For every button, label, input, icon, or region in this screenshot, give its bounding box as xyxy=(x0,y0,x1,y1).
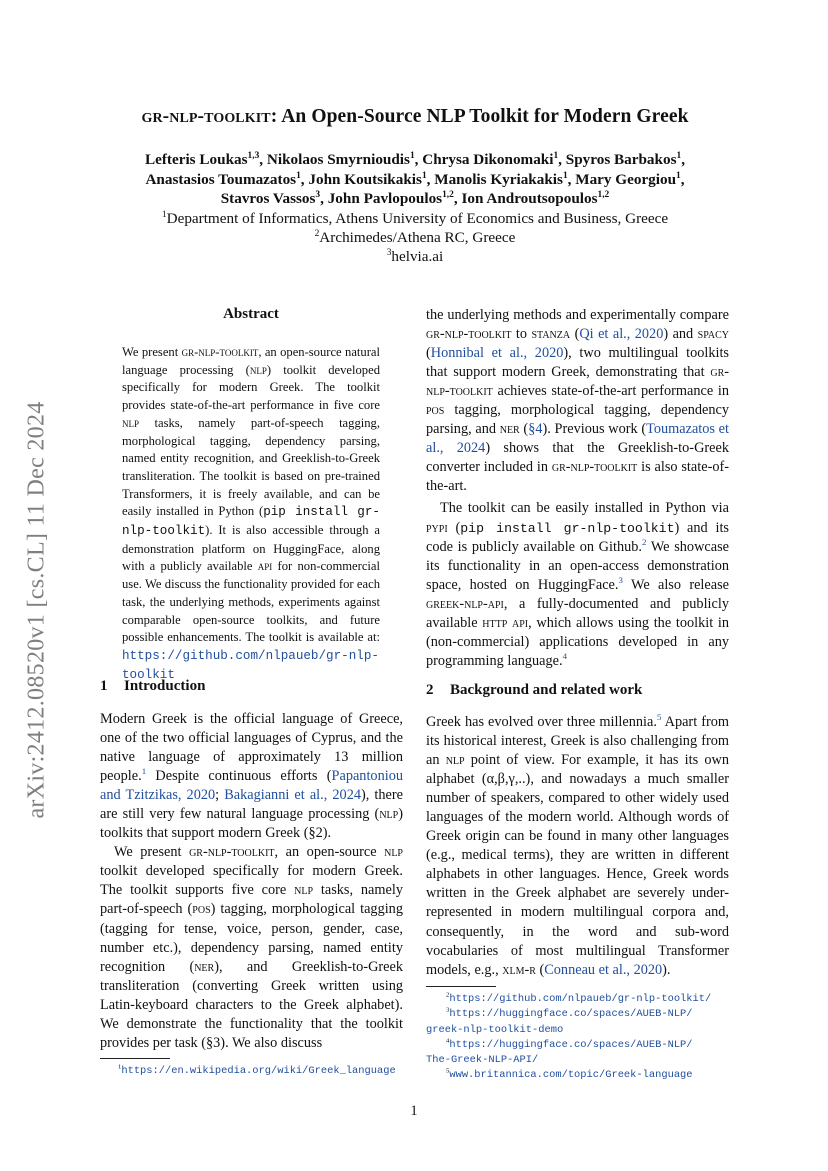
arxiv-identifier xyxy=(22,365,52,855)
footnote-2: $^2$https://github.com/nlpaueb/gr-nlp-toolkit/ xyxy=(446,991,712,1005)
author-name: Chrysa Dikonomaki xyxy=(422,151,554,168)
footnote-1-link[interactable]: https://en.wikipedia.org/wiki/Greek_language xyxy=(121,1065,396,1077)
author-line-1 xyxy=(90,150,740,170)
footnote-4-cont xyxy=(426,1052,729,1067)
author-affiliation-marker: 1 xyxy=(562,170,568,181)
author-affiliation-marker: 1 xyxy=(676,170,681,181)
footnote-2-link[interactable]: https://github.com/nlpaueb/gr-nlp-toolkit/ xyxy=(449,993,712,1005)
author-name: John Koutsikakis xyxy=(308,170,422,188)
toolkit-url-link[interactable]: https://github.com/nlpaueb/gr-nlp-toolkit xyxy=(122,648,379,682)
author-separator: , xyxy=(680,170,685,188)
abstract-heading: Abstract xyxy=(223,306,279,322)
author-separator: , xyxy=(300,170,309,188)
footnotes-right xyxy=(426,991,729,1083)
background-text xyxy=(426,713,729,980)
author-name: Mary Georgiou xyxy=(575,170,677,188)
intro-text xyxy=(100,710,403,1053)
author-separator: , xyxy=(426,170,435,188)
author-separator: , xyxy=(453,190,462,207)
footnote-3: $^3$https://huggingface.co/spaces/AUEB-NLP/ xyxy=(446,1006,693,1021)
author-affiliation-marker: 1 xyxy=(409,150,415,161)
footnote-rule-left xyxy=(100,1058,170,1059)
system-name: gr-nlp-toolkit xyxy=(141,106,271,127)
author-list xyxy=(90,150,740,209)
section-heading-introduction: 1 Introduction xyxy=(100,678,206,694)
author-separator: , xyxy=(320,190,328,207)
title-rest: : An Open-Source NLP Toolkit for Modern Greek xyxy=(270,106,689,127)
author-affiliation-marker: 1 xyxy=(296,170,301,181)
section-heading-background: 2 Background and related work xyxy=(426,682,643,698)
footnote-ref-4[interactable]: 4 xyxy=(562,651,568,662)
footnote-3-link-a[interactable]: https://huggingface.co/spaces/AUEB-NLP/ xyxy=(449,1008,693,1021)
author-separator: , xyxy=(259,151,267,168)
author-affiliation-marker: 1,2 xyxy=(597,189,610,200)
intro-paragraph-1: Modern Greek is the official language of Greece, one of the two official languages of Cyprus, and the native language of approximately 13 million people.$^1$ Despite continuous efforts (Papantoniou and Tzitzikas, 2020; Bakagianni et al., 2024), there are still very few natural language processing (nlp) toolkits that support modern Greek (§2). xyxy=(100,711,404,842)
author-name: Lefteris Loukas xyxy=(145,151,248,168)
paper-title xyxy=(90,106,740,128)
footnote-3-cont xyxy=(426,1022,729,1037)
citation-qi[interactable]: Qi et al., 2020 xyxy=(579,326,664,343)
footnote-ref-3[interactable]: 3 xyxy=(618,574,623,585)
author-name: Ion Androutsopoulos xyxy=(461,190,598,207)
intro-paragraph-2: We present gr-nlp-toolkit, an open-source nlp toolkit developed specifically for modern Greek. The toolkit supports five core nlp tasks, namely part-of-speech (pos) tagging, morphological tagging (tagging for tense, voice, person, gender, case, number etc.), dependency parsing, named entity recognition (ner), and Greeklish-to-Greek transliteration (converting Greek written using Latin-keyboard characters to the Greek alphabet). We demonstrate the functionality that the toolkit provides per task (§3). We also discuss xyxy=(100,844,403,1051)
footnote-ref-2[interactable]: 2 xyxy=(641,536,647,547)
page-number: 1 xyxy=(410,1103,418,1119)
section-ref-4[interactable]: §4 xyxy=(528,421,543,438)
citation-conneau[interactable]: Conneau et al., 2020 xyxy=(544,961,663,978)
footnote-rule-right xyxy=(426,986,496,987)
footnote-5-link[interactable]: www.britannica.com/topic/Greek-language xyxy=(449,1069,693,1082)
author-line-3 xyxy=(90,189,740,209)
affiliation-1: $^1$Department of Informatics, Athens University of Economics and Business, Greece xyxy=(161,209,669,227)
citation-toumazatos[interactable]: Toumazatos et al., 2024 xyxy=(426,421,730,457)
author-separator: , xyxy=(558,151,566,168)
affiliation-2: $^2$Archimedes/Athena RC, Greece xyxy=(314,228,516,246)
author-affiliation-marker: 1 xyxy=(553,150,559,161)
author-affiliation-marker: 3 xyxy=(315,189,321,200)
arxiv-identifier-text: arXiv:2412.08520v1 [cs.CL] 11 Dec 2024 xyxy=(23,401,50,819)
footnote-4: $^4$https://huggingface.co/spaces/AUEB-NLP/ xyxy=(446,1037,693,1051)
citation-honnibal[interactable]: Honnibal et al., 2020 xyxy=(430,345,564,362)
footnote-1: $^1$https://en.wikipedia.org/wiki/Greek_language xyxy=(118,1063,396,1077)
author-separator: , xyxy=(414,151,423,168)
abstract-body: We present gr-nlp-toolkit, an open-source natural language processing (nlp) toolkit developed specifically for modern Greek. The toolkit provides state-of-the-art performance in five core nlp tasks, namely part-of-speech tagging, morphological tagging, dependency parsing, named entity recognition, and Greeklish-to-Greek transliteration. The toolkit is based on pre-trained Transformers, it is freely available, and can be easily installed in Python (pip install gr-nlp-toolkit). It is also accessible through a demonstration platform on HuggingFace, along with a publicly available api for non-commercial use. We discuss the functionality provided for each task, the underlying methods, experiments against comparable open-source toolkits, and future possible enhancements. The toolkit is available at: https://github.com/nlpaueb/gr-nlp-toolkit xyxy=(122,345,380,682)
author-name: Manolis Kyriakakis xyxy=(434,170,563,188)
author-name: Spyros Barbakos xyxy=(565,151,677,168)
author-separator: , xyxy=(567,170,576,188)
author-name: Stavros Vassos xyxy=(220,190,316,207)
background-paragraph-1: Greek has evolved over three millennia.$^5$ Apart from its historical interest, Greek is also challenging from an nlp point of view. For example, it has its own alphabet (α,β,γ,..), and nowadays a much smaller number of speakers, compared to other widely used languages of the modern world. Although words of Greek origin can be found in many other languages (e.g., medical terms), they are written in different alphabets in other languages. Hence, Greek words written in the Greek alphabet are severely under-represented in modern multilingual corpora and, consequently, in the word and sub-word vocabularies of most multilingual Transformer models, e.g., xlm-r (Conneau et al., 2020). xyxy=(426,712,729,978)
footnote-5: $^5$www.britannica.com/topic/Greek-language xyxy=(446,1067,693,1082)
footnote-ref-5[interactable]: 5 xyxy=(656,712,662,723)
author-affiliation-marker: 1,2 xyxy=(442,189,454,200)
citation-bakagianni[interactable]: Bakagianni et al., 2024 xyxy=(224,787,361,804)
footnote-ref-1[interactable]: 1 xyxy=(141,766,147,777)
author-name: Anastasios Toumazatos xyxy=(145,170,297,188)
author-name: Nikolaos Smyrnioudis xyxy=(266,151,410,168)
author-affiliation-marker: 1,3 xyxy=(247,150,260,161)
footnote-4-link-b[interactable]: The-Greek-NLP-API/ xyxy=(426,1054,539,1067)
author-affiliation-marker: 1 xyxy=(676,150,682,161)
right-paragraph-1: the underlying methods and experimentally compare gr-nlp-toolkit to stanza (Qi et al., 2020) and spacy (Honnibal et al., 2020), two multilingual toolkits that support modern Greek, demonstrating that gr-nlp-toolkit achieves state-of-the-art performance in pos tagging, morphological tagging, dependency parsing, and ner (§4). Previous work (Toumazatos et al., 2024) shows that the Greeklish-to-Greek converter included in gr-nlp-toolkit is also state-of-the-art. xyxy=(426,307,730,495)
author-affiliation-marker: 1 xyxy=(421,170,427,181)
right-paragraph-2: The toolkit can be easily installed in Python via pypi (pip install gr-nlp-toolkit) and its code is publicly available on Github.$^2$ We showcase its functionality in an open-access demonstration space, hosted on HuggingFace.$^3$ We also release greek-nlp-api, a fully-documented and publicly available http api, which allows using the toolkit in (non-commercial) applications developed in any programming language.$^4$ xyxy=(426,500,730,669)
footnote-4-link-a[interactable]: https://huggingface.co/spaces/AUEB-NLP/ xyxy=(449,1038,693,1051)
affiliation-3: $^3$helvia.ai xyxy=(386,247,444,265)
author-separator: , xyxy=(681,151,685,168)
author-name: John Pavlopoulos xyxy=(327,190,443,207)
citation-papantoniou[interactable]: Papantoniou and Tzitzikas, 2020 xyxy=(100,768,403,804)
footnote-3-link-b[interactable]: greek-nlp-toolkit-demo xyxy=(426,1023,564,1036)
right-column-text xyxy=(426,306,729,671)
author-line-2 xyxy=(90,170,740,190)
